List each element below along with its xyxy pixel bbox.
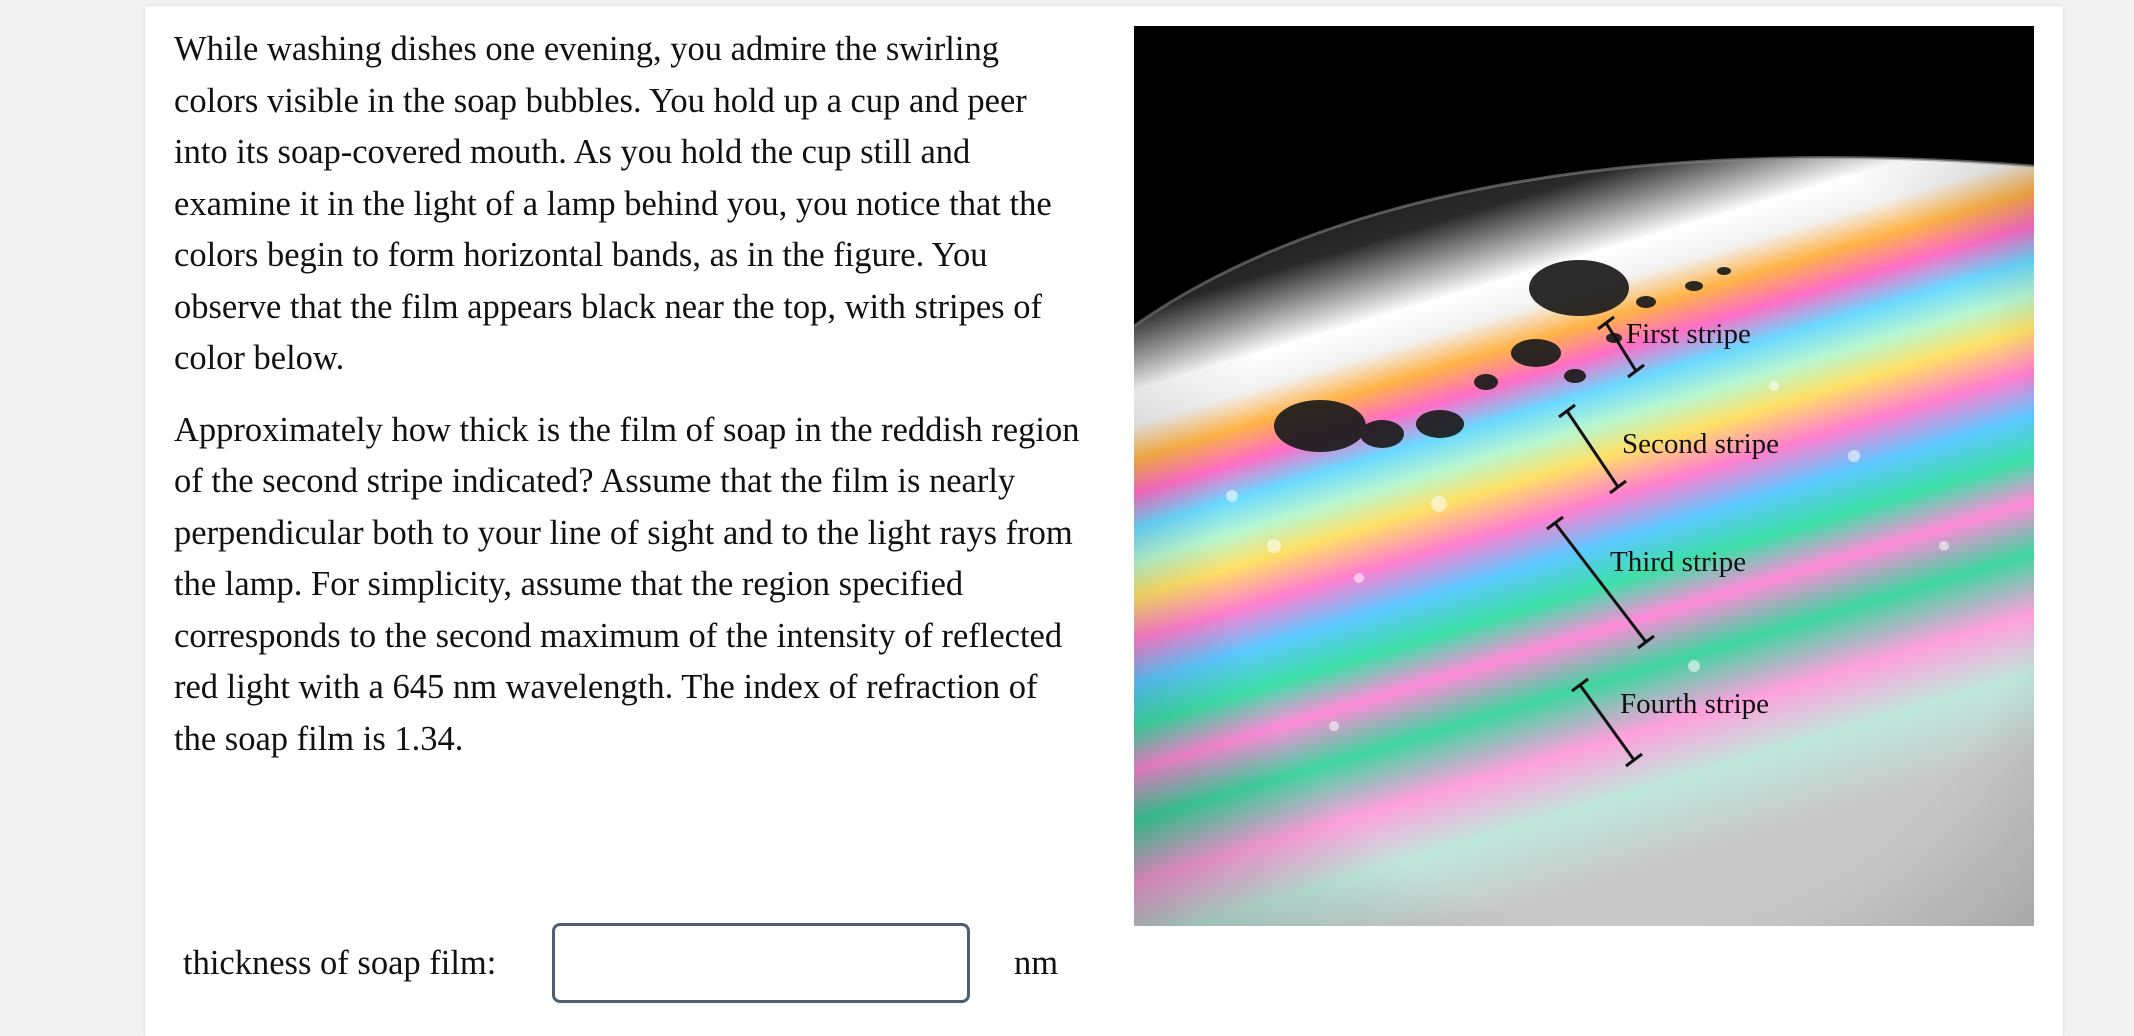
soap-film-photo <box>1134 26 2034 926</box>
fourth-stripe-label: Fourth stripe <box>1620 688 1770 720</box>
first-stripe-label: First stripe <box>1626 318 1751 350</box>
answer-label: thickness of soap film: <box>183 943 497 982</box>
soap-film-figure <box>1134 26 2034 926</box>
answer-row <box>183 920 1058 1006</box>
question-paragraph-1: While washing dishes one evening, you admire the swirling colors visible in the soap bubbles. You hold up a cup and peer into its soap-covered mouth. As you hold the cup still and examine it in the light of a lamp behind you, you notice that the colors begin to form horizontal bands, as in the figure. You observe that the film appears black near the top, with stripes of color below. <box>174 30 1052 377</box>
second-stripe-label: Second stripe <box>1622 428 1780 460</box>
question-paragraph-2: Approximately how thick is the film of soap in the reddish region of the second stripe indicated? Assume that the film is nearly perpendicular both to your line of sight and to the light rays from the lamp. For simplicity, assume that the region specified corresponds to the second maximum of the intensity of reflected red light with a 645 nm wavelength. The index of refraction of the soap film is 1.34. <box>174 410 1080 758</box>
question-text <box>174 24 1084 785</box>
third-stripe-label: Third stripe <box>1610 546 1747 578</box>
answer-unit: nm <box>1014 943 1059 982</box>
thickness-input[interactable] <box>552 923 970 1003</box>
